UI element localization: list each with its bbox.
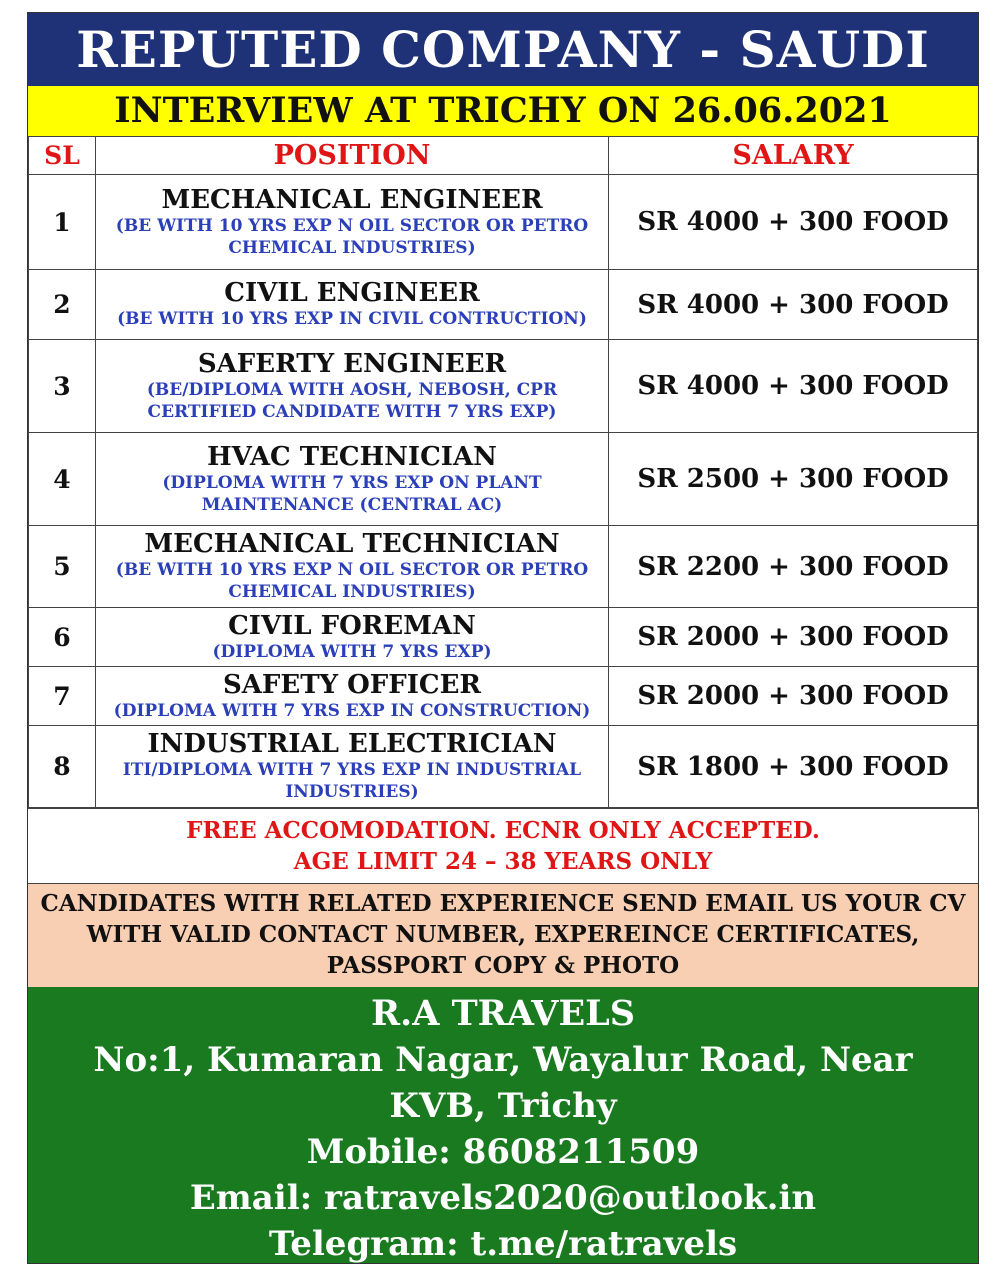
table-header-row (29, 137, 978, 175)
row-position (96, 608, 609, 667)
row-sl: 1 (29, 175, 96, 270)
row-sl: 8 (29, 726, 96, 808)
interview-banner: INTERVIEW AT TRICHY ON 26.06.2021 (28, 86, 978, 136)
table-row (29, 667, 978, 726)
position-requirement: (BE WITH 10 YRS EXP N OIL SECTOR OR PETRO CHEMICAL INDUSTRIES) (115, 560, 589, 602)
positions-table (28, 136, 978, 808)
notice-age-limit: AGE LIMIT 24 – 38 YEARS ONLY (293, 848, 713, 875)
row-sl: 5 (29, 526, 96, 608)
company-banner: REPUTED COMPANY - SAUDI (28, 13, 978, 86)
row-position (96, 526, 609, 608)
application-instructions (28, 883, 978, 987)
position-title: HVAC TECHNICIAN (207, 441, 497, 472)
apply-line-1: CANDIDATES WITH RELATED EXPERIENCE SEND EMAIL US YOUR CV (40, 890, 966, 917)
position-title: SAFERTY ENGINEER (197, 348, 507, 379)
row-sl: 3 (29, 340, 96, 433)
column-header-position: POSITION (96, 137, 609, 175)
row-salary: SR 4000 + 300 FOOD (609, 270, 978, 340)
row-position (96, 340, 609, 433)
address-line-2: KVB, Trichy (389, 1086, 617, 1126)
table-row (29, 175, 978, 270)
position-title: CIVIL ENGINEER (224, 278, 480, 308)
position-requirement: (BE WITH 10 YRS EXP N OIL SECTOR OR PETRO CHEMICAL INDUSTRIES) (115, 215, 589, 258)
row-sl: 6 (29, 608, 96, 667)
agency-name: R.A TRAVELS (370, 993, 636, 1034)
table-row (29, 608, 978, 667)
address-line-1: No:1, Kumaran Nagar, Wayalur Road, Near (93, 1040, 913, 1080)
position-requirement: (BE/DIPLOMA WITH AOSH, NEBOSH, CPR CERTIFIED CANDIDATE WITH 7 YRS EXP) (146, 379, 558, 422)
row-sl: 4 (29, 433, 96, 526)
position-requirement: (DIPLOMA WITH 7 YRS EXP IN CONSTRUCTION) (113, 700, 591, 721)
position-requirement: ITI/DIPLOMA WITH 7 YRS EXP IN INDUSTRIAL INDUSTRIES) (122, 760, 582, 802)
column-header-salary: SALARY (609, 137, 978, 175)
contact-panel (28, 987, 978, 1263)
apply-line-2: WITH VALID CONTACT NUMBER, EXPEREINCE CERTIFICATES, (86, 921, 920, 948)
row-salary: SR 2000 + 300 FOOD (609, 667, 978, 726)
position-title: MECHANICAL TECHNICIAN (144, 529, 560, 559)
row-position (96, 726, 609, 808)
row-salary: SR 4000 + 300 FOOD (609, 175, 978, 270)
apply-line-3: PASSPORT COPY & PHOTO (326, 952, 680, 979)
table-row (29, 270, 978, 340)
email-address: Email: ratravels2020@outlook.in (189, 1178, 817, 1218)
mobile-number: Mobile: 8608211509 (306, 1132, 700, 1172)
row-salary: SR 2500 + 300 FOOD (609, 433, 978, 526)
row-position (96, 667, 609, 726)
position-requirement: (DIPLOMA WITH 7 YRS EXP) (212, 641, 492, 662)
position-title: INDUSTRIAL ELECTRICIAN (147, 729, 557, 759)
row-position (96, 175, 609, 270)
table-row (29, 726, 978, 808)
job-flyer (27, 12, 979, 1264)
row-salary: SR 4000 + 300 FOOD (609, 340, 978, 433)
row-salary: SR 2200 + 300 FOOD (609, 526, 978, 608)
position-title: CIVIL FOREMAN (228, 610, 476, 641)
row-salary: SR 1800 + 300 FOOD (609, 726, 978, 808)
table-row (29, 340, 978, 433)
position-title: MECHANICAL ENGINEER (161, 184, 543, 215)
table-row (29, 526, 978, 608)
row-sl: 7 (29, 667, 96, 726)
row-position (96, 433, 609, 526)
row-salary: SR 2000 + 300 FOOD (609, 608, 978, 667)
telegram-link: Telegram: t.me/ratravels (268, 1224, 738, 1264)
notice-accommodation: FREE ACCOMODATION. ECNR ONLY ACCEPTED. (186, 817, 820, 844)
row-sl: 2 (29, 270, 96, 340)
position-title: SAFETY OFFICER (222, 669, 482, 700)
benefits-notice (28, 808, 978, 883)
table-row (29, 433, 978, 526)
position-requirement: (DIPLOMA WITH 7 YRS EXP ON PLANT MAINTENANCE (CENTRAL AC) (162, 472, 542, 515)
column-header-sl: SL (29, 137, 96, 175)
row-position (96, 270, 609, 340)
position-requirement: (BE WITH 10 YRS EXP IN CIVIL CONTRUCTION) (117, 309, 587, 329)
